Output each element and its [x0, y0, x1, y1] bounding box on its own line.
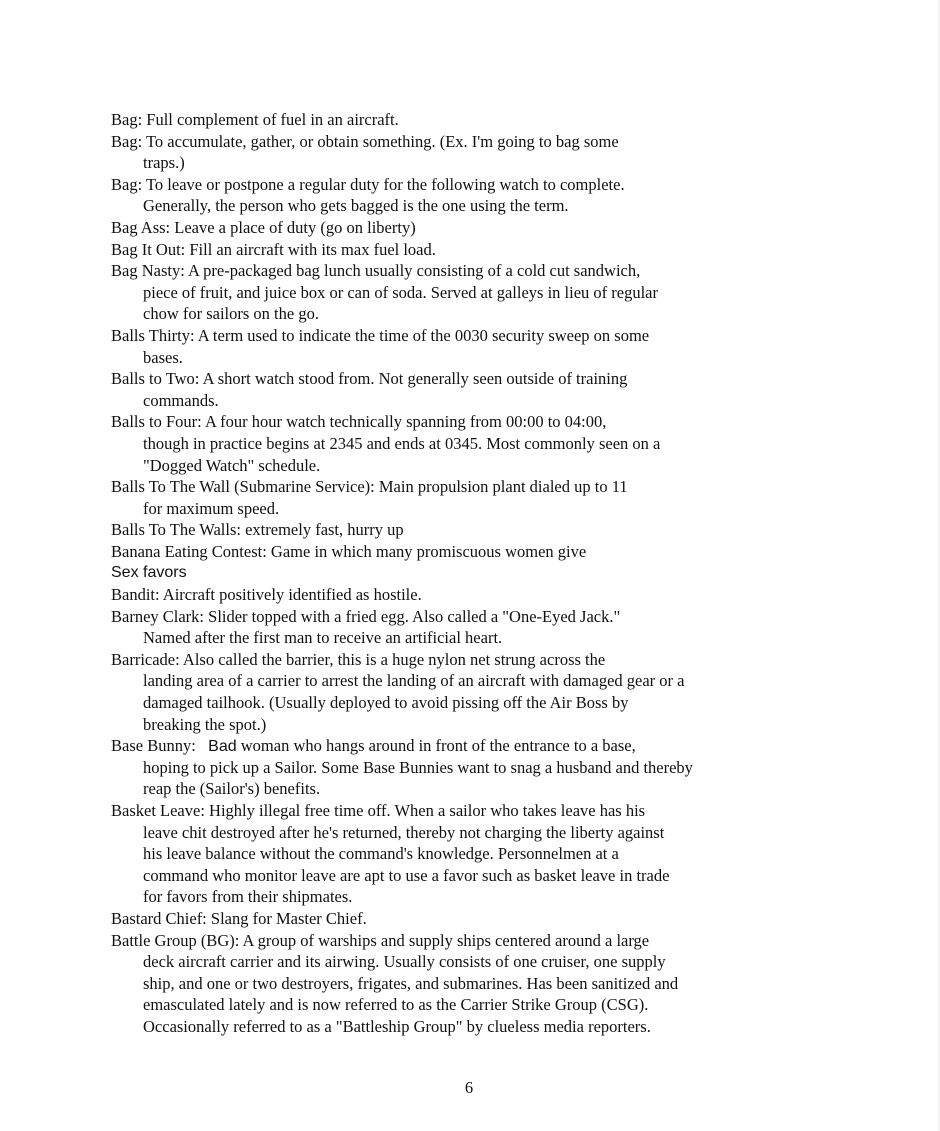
entry-line: Barney Clark: Slider topped with a fried egg. Also called a "One-Eyed Jack." [111, 606, 621, 626]
entry-line: Balls To The Walls: extremely fast, hurry up [111, 520, 404, 540]
entry-line: emasculated lately and is now referred to as the Carrier Strike Group (CSG). [143, 995, 649, 1015]
entry-term-segment: Base Bunny: [111, 736, 196, 756]
glossary-entry [111, 735, 771, 800]
glossary-entry [111, 239, 771, 261]
entry-line: his leave balance without the command's knowledge. Personnelmen at a [143, 844, 619, 864]
glossary-entry [111, 109, 771, 131]
entry-line: reap the (Sailor's) benefits. [143, 779, 321, 799]
entry-line: Bastard Chief: Slang for Master Chief. [111, 908, 367, 928]
entry-line: Named after the first man to receive an artificial heart. [143, 628, 503, 648]
entry-line: Bag Ass: Leave a place of duty (go on liberty) [111, 217, 416, 237]
glossary-entry [111, 217, 771, 239]
glossary-entry [111, 325, 771, 368]
entry-line [111, 735, 771, 757]
entry-line: damaged tailhook. (Usually deployed to avoid pissing off the Air Boss by [143, 693, 629, 713]
glossary-entry [111, 800, 771, 908]
entry-line: Bag Nasty: A pre-packaged bag lunch usually consisting of a cold cut sandwich, [111, 261, 641, 281]
entry-line: Bag: To leave or postpone a regular duty for the following watch to complete. [111, 174, 625, 194]
entry-line: Bag: Full complement of fuel in an aircraft. [111, 110, 399, 129]
entry-line: command who monitor leave are apt to use a favor such as basket leave in trade [143, 865, 670, 885]
glossary-entry [111, 649, 771, 735]
entry-line: bases. [143, 347, 183, 367]
inserted-word: Bad [208, 738, 237, 756]
entry-line: Barricade: Also called the barrier, this is a huge nylon net strung across the [111, 649, 606, 669]
glossary-entry [111, 260, 771, 325]
page-number: 6 [464, 1078, 474, 1097]
glossary-entry [111, 908, 771, 930]
glossary-entry [111, 174, 771, 217]
glossary-entry [111, 930, 771, 1038]
entry-line: Sex favors [111, 564, 187, 582]
glossary-entry [111, 411, 771, 476]
entry-line: Balls to Four: A four hour watch technically spanning from 00:00 to 04:00, [111, 412, 607, 432]
entry-line: Generally, the person who gets bagged is the one using the term. [143, 196, 569, 216]
glossary-entry [111, 562, 771, 584]
entry-line: for favors from their shipmates. [143, 887, 353, 907]
glossary-entry [111, 519, 771, 541]
glossary-entry [111, 476, 771, 519]
entry-line: Basket Leave: Highly illegal free time off. When a sailor who takes leave has his [111, 801, 646, 820]
entry-line: Bag: To accumulate, gather, or obtain something. (Ex. I'm going to bag some [111, 131, 619, 151]
entry-line: landing area of a carrier to arrest the landing of an aircraft with damaged gear or a [143, 671, 685, 691]
entry-line: "Dogged Watch" schedule. [143, 455, 321, 475]
entry-line: piece of fruit, and juice box or can of soda. Served at galleys in lieu of regular [143, 282, 658, 302]
entry-line: traps.) [143, 153, 185, 173]
entry-line: leave chit destroyed after he's returned, thereby not charging the liberty against [143, 822, 665, 842]
entry-line: though in practice begins at 2345 and ends at 0345. Most commonly seen on a [143, 433, 661, 453]
entry-line: commands. [143, 390, 219, 410]
entry-line: ship, and one or two destroyers, frigates, and submarines. Has been sanitized and [143, 973, 679, 993]
glossary-entry [111, 368, 771, 411]
entry-line: chow for sailors on the go. [143, 304, 319, 324]
entry-line: Balls to Two: A short watch stood from. Not generally seen outside of training [111, 369, 628, 389]
glossary-entries [111, 109, 771, 1038]
entry-line: Bandit: Aircraft positively identified as hostile. [111, 585, 422, 605]
entry-line: Balls Thirty: A term used to indicate the time of the 0030 security sweep on some [111, 325, 650, 345]
glossary-entry [111, 131, 771, 174]
entry-line: Occasionally referred to as a "Battleship Group" by clueless media reporters. [143, 1016, 651, 1036]
glossary-entry [111, 541, 771, 563]
entry-line: Bag It Out: Fill an aircraft with its max fuel load. [111, 239, 436, 259]
entry-text-segment: woman who hangs around in front of the entrance to a base, [240, 736, 636, 756]
entry-line: Balls To The Wall (Submarine Service): Main propulsion plant dialed up to 11 [111, 477, 628, 497]
glossary-entry [111, 606, 771, 649]
glossary-entry [111, 584, 771, 606]
entry-line: for maximum speed. [143, 498, 280, 518]
entry-line: breaking the spot.) [143, 714, 267, 734]
entry-line: hoping to pick up a Sailor. Some Base Bunnies want to snag a husband and thereby [143, 757, 693, 777]
entry-line: Banana Eating Contest: Game in which many promiscuous women give [111, 541, 587, 561]
entry-line: deck aircraft carrier and its airwing. Usually consists of one cruiser, one supply [143, 952, 666, 972]
entry-line: Battle Group (BG): A group of warships and supply ships centered around a large [111, 930, 650, 950]
